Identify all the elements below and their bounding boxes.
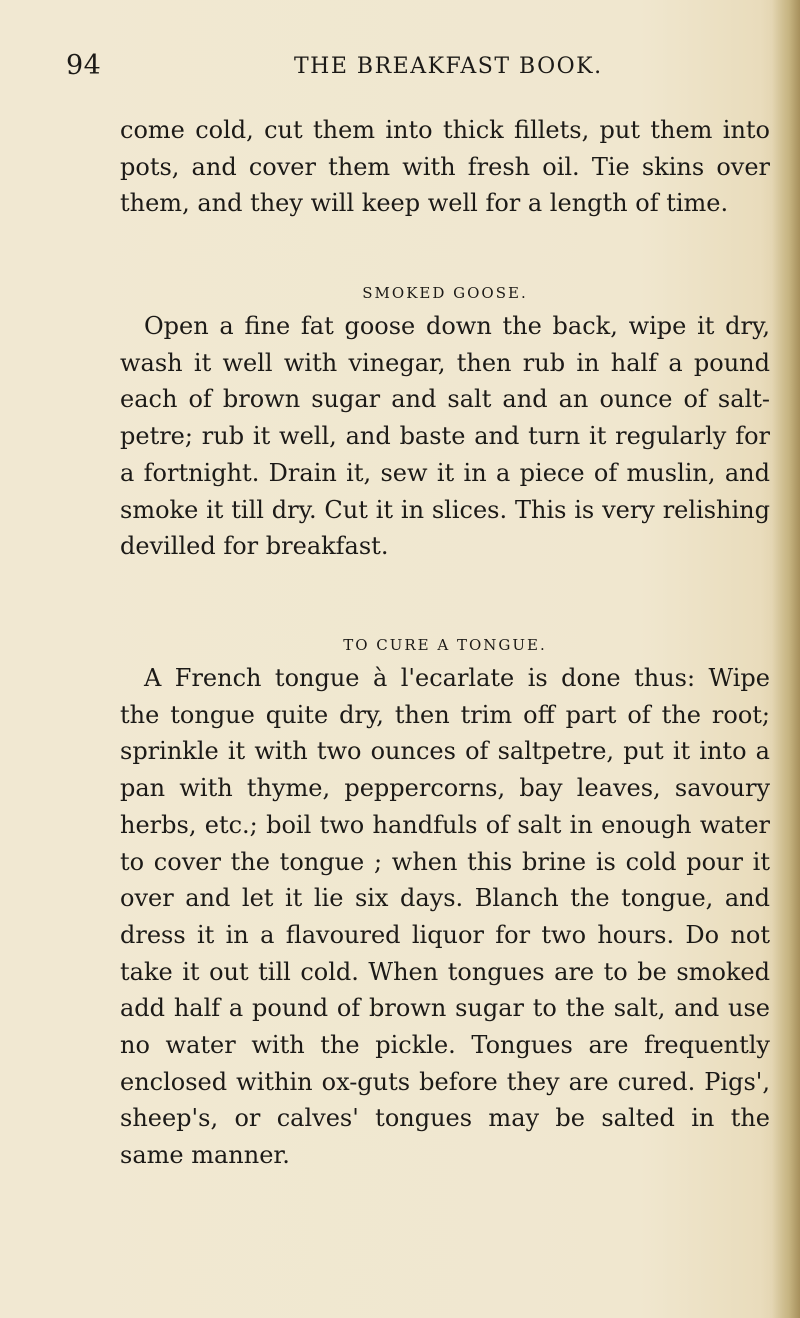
section-heading-cure-tongue: TO CURE A TONGUE.: [343, 636, 547, 654]
paragraph-cure-tongue: A French tongue à l'ecarlate is done thus: Wipe the tongue quite dry, then trim off part of the root; sprinkle it with two ounces of saltpetre, put it into a pan with thyme, peppercorns, bay leaves, savoury herbs, etc.; boil two handfuls of salt in enough water to cover the tongue ; when this brine is cold pour it over and let it lie six days. Blanch the tongue, and dress it in a flavoured liquor for two hours. Do not take it out till cold. When tongues are to be smoked add half a pound of brown sugar to the salt, and use no water with the pickle. Tongues are frequently enclosed within ox-guts before they are cured. Pigs', sheep's, or calves' tongues may be salted in the same manner.: [120, 664, 770, 1170]
running-title: THE BREAKFAST BOOK.: [294, 54, 603, 79]
page-number: 94: [66, 50, 102, 81]
paragraph-smoked-goose: Open a fine fat goose down the back, wipe it dry, wash it well with vinegar, then rub in half a pound each of brown sugar and salt and an ounce of salt-petre; rub it well, and baste and turn it regularly for a fortnight. Drain it, sew it in a piece of muslin, and smoke it till dry. Cut it in slices. This is very relishing devilled for breakfast.: [120, 312, 770, 561]
section-heading-smoked-goose: SMOKED GOOSE.: [362, 284, 528, 302]
paragraph-continued: come cold, cut them into thick fillets, put them into pots, and cover them with fresh oil. Tie skins over them, and they will keep well for a length of time.: [120, 116, 770, 218]
page-header: [66, 50, 766, 90]
page-edge-shadow: [772, 0, 800, 1318]
